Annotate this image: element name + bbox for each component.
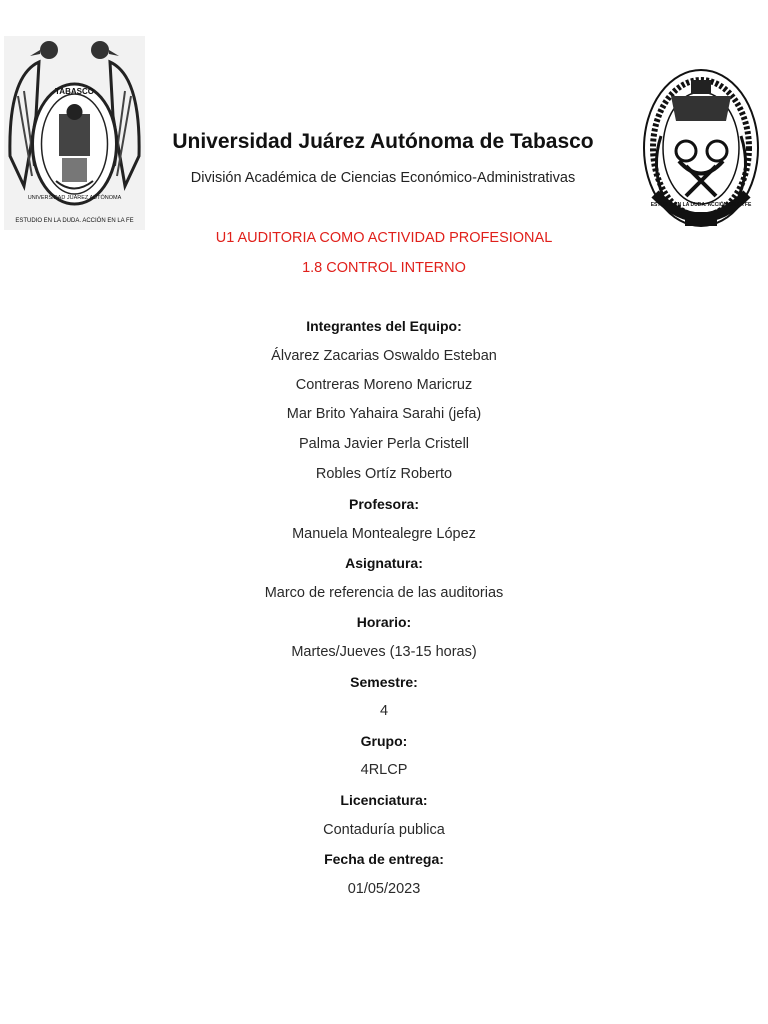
division-name: División Académica de Ciencias Económico-Administrativas: [190, 170, 576, 186]
division-seal-logo: [641, 66, 761, 232]
horario-label: Horario:: [356, 614, 412, 630]
seal-motto-text: ESTUDIO EN LA DUDA. ACCIÓN EN LA FE: [15, 218, 134, 224]
profesora-label: Profesora:: [348, 496, 420, 512]
topic-title: 1.8 CONTROL INTERNO: [302, 260, 466, 276]
semestre-label: Semestre:: [350, 674, 418, 690]
ujat-crest-logo: [4, 36, 145, 230]
profesora-value: Manuela Montealegre López: [292, 526, 476, 542]
team-member: Robles Ortíz Roberto: [315, 466, 453, 482]
licenciatura-label: Licenciatura:: [340, 792, 428, 808]
team-member: Palma Javier Perla Cristell: [298, 436, 470, 452]
team-member: Mar Brito Yahaira Sarahi (jefa): [286, 406, 482, 422]
unit-title: U1 AUDITORIA COMO ACTIVIDAD PROFESIONAL: [215, 230, 553, 246]
semestre-value: 4: [379, 703, 389, 719]
horario-value: Martes/Jueves (13-15 horas): [291, 644, 477, 660]
team-member: Contreras Moreno Maricruz: [295, 377, 473, 393]
university-title: Universidad Juárez Autónoma de Tabasco: [172, 130, 594, 153]
asignatura-value: Marco de referencia de las auditorias: [264, 585, 504, 601]
grupo-value: 4RLCP: [360, 762, 408, 778]
asignatura-label: Asignatura:: [345, 555, 423, 571]
fecha-label: Fecha de entrega:: [324, 851, 444, 867]
licenciatura-value: Contaduría publica: [323, 822, 445, 838]
grupo-label: Grupo:: [360, 733, 408, 749]
team-label: Integrantes del Equipo:: [306, 318, 462, 334]
seal-ring-text: UNIVERSIDAD JUÁREZ AUTÓNOMA: [27, 195, 122, 201]
seal-top-text: TABASCO: [55, 87, 94, 96]
team-member: Álvarez Zacarias Oswaldo Esteban: [271, 348, 497, 364]
seal-motto-text: ESTUDIO EN LA DUDA. ACCIÓN EN LA FE: [650, 202, 752, 208]
fecha-value: 01/05/2023: [347, 881, 421, 897]
